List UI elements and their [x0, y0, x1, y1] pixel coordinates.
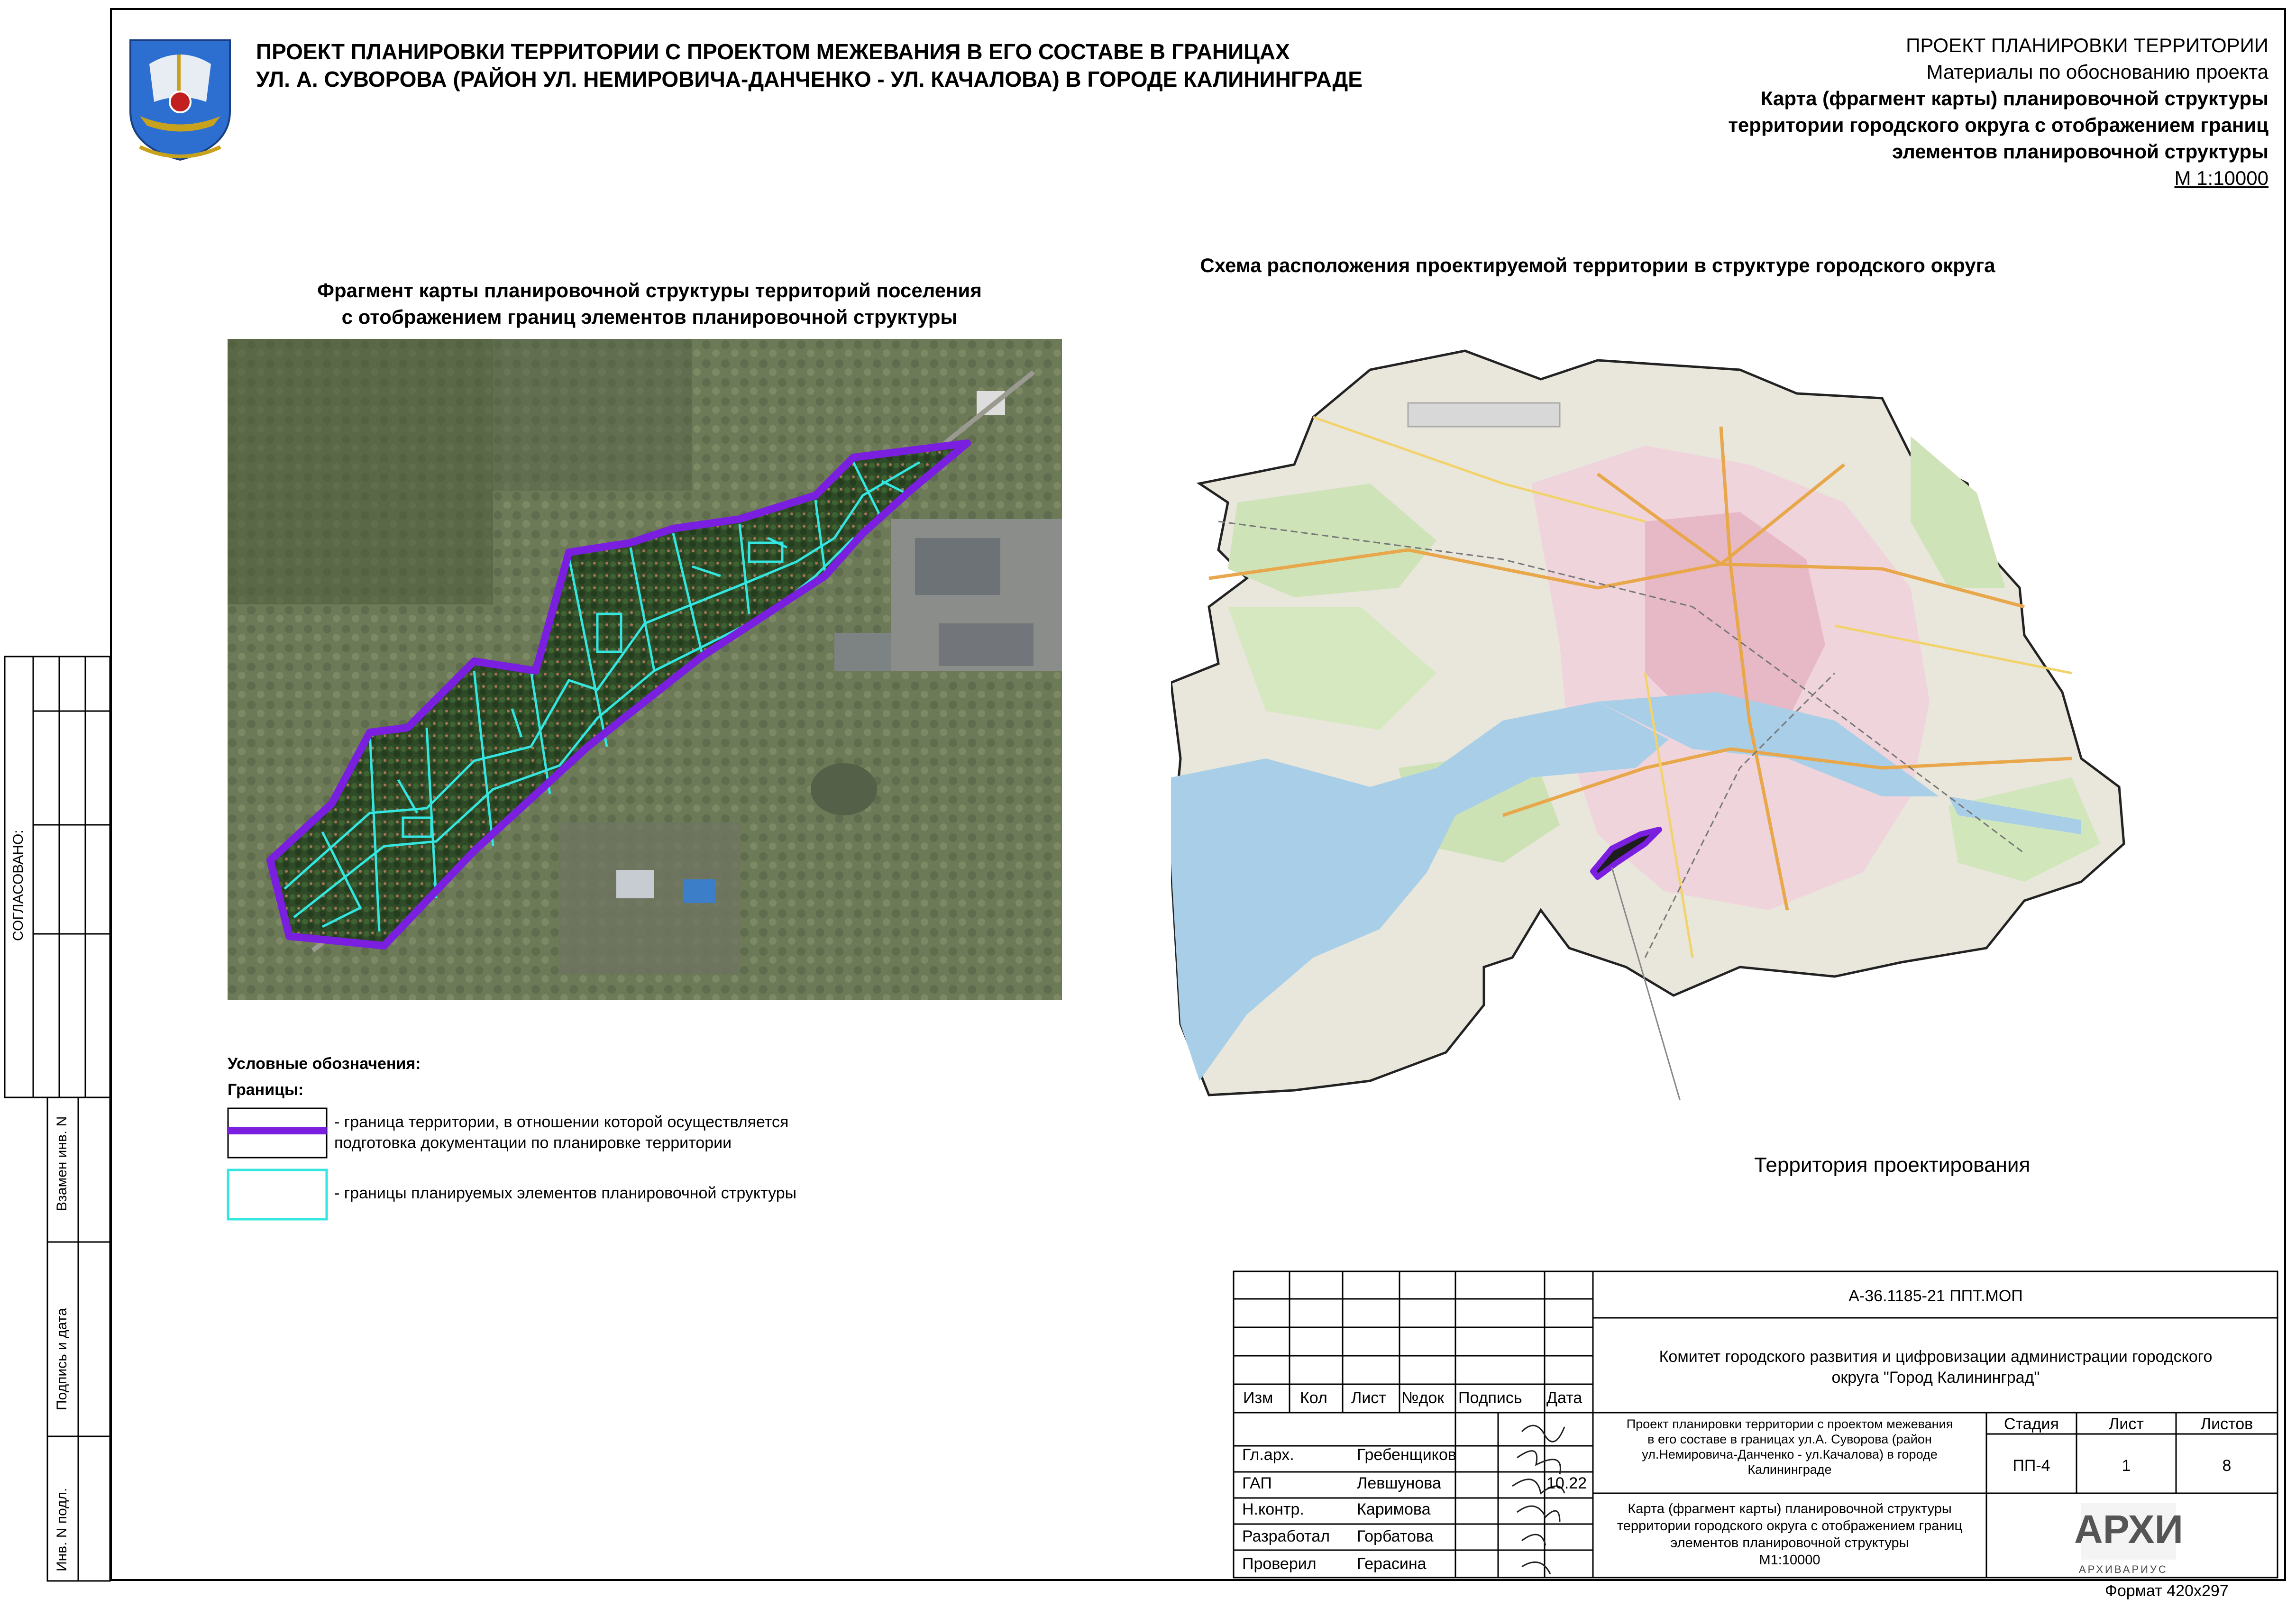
legend-swatch-territory	[227, 1107, 328, 1159]
callout-label: Территория проектирования	[1754, 1153, 2031, 1177]
left-map-caption	[228, 277, 1071, 330]
project-description-line4: Калининграде	[1747, 1462, 1832, 1477]
sheet-label: Лист	[2109, 1415, 2144, 1433]
sheets-label: Листов	[2200, 1415, 2253, 1433]
legend-subtitle: Границы:	[228, 1081, 304, 1099]
satellite-map-fragment	[228, 339, 1062, 1000]
col-podpis: Подпись	[1458, 1389, 1522, 1407]
replace-inv-label: Взамен инв. N	[54, 1116, 70, 1211]
name-2: Левшунова	[1357, 1474, 1441, 1492]
project-description-line1: Проект планировки территории с проектом межевания	[1626, 1417, 1953, 1431]
inv-orig-label: Инв. N подл.	[54, 1488, 70, 1571]
col-ndok: №док	[1401, 1389, 1445, 1407]
name-5: Герасина	[1357, 1555, 1427, 1573]
city-district-map	[1171, 341, 2129, 1100]
signatures	[1512, 1425, 1564, 1574]
left-map-caption-line2: с отображением границ элементов планировочной структуры	[341, 306, 958, 328]
project-description	[1593, 1416, 1986, 1477]
sheet-value: 1	[2122, 1457, 2131, 1475]
legend-item-territory-line2: подготовка документации по планировке территории	[334, 1134, 732, 1152]
svg-text:АРХИ: АРХИ	[2074, 1507, 2183, 1552]
sheet-header-line1: ПРОЕКТ ПЛАНИРОВКИ ТЕРРИТОРИИ	[1906, 34, 2269, 56]
company-name: АРХИВАРИУС	[2079, 1563, 2168, 1575]
project-description-line3: ул.Немировича-Данченко - ул.Качалова) в городе	[1642, 1447, 1938, 1461]
sheet-title-line3: элементов планировочной структуры	[1670, 1535, 1909, 1551]
right-map-caption: Схема расположения проектируемой территории в структуре городского округа	[1200, 254, 1995, 276]
paper-format: Формат 420х297	[2105, 1582, 2229, 1600]
role-4: Разработал	[1242, 1527, 1330, 1545]
document-code: А-36.1185-21 ППТ.МОП	[1848, 1287, 2023, 1305]
stage-value: ПП-4	[2012, 1457, 2050, 1475]
legend-item-elements: - границы планируемых элементов планировочной структуры	[334, 1184, 797, 1202]
committee-line2: округа "Город Калининград"	[1831, 1369, 2040, 1387]
committee-name	[1593, 1346, 2278, 1388]
col-izm: Изм	[1243, 1389, 1273, 1407]
legend-item-territory-line1: - граница территории, в отношении которой осуществляется	[334, 1113, 789, 1131]
role-5: Проверил	[1242, 1555, 1317, 1573]
name-4: Горбатова	[1357, 1527, 1434, 1545]
role-3: Н.контр.	[1242, 1500, 1304, 1518]
col-kol: Кол	[1300, 1389, 1327, 1407]
sign-date-label: Подпись и дата	[54, 1308, 70, 1410]
sheets-value: 8	[2222, 1457, 2232, 1475]
sheet-header-line3: Карта (фрагмент карты) планировочной структуры	[1760, 87, 2269, 110]
sign-date: 10.22	[1546, 1474, 1587, 1492]
sheet-title-line4: М1:10000	[1759, 1552, 1820, 1568]
committee-line1: Комитет городского развития и цифровизации администрации городского	[1659, 1348, 2213, 1366]
sheet-title-line2: территории городского округа с отображением границ	[1617, 1518, 1963, 1534]
name-3: Каримова	[1357, 1500, 1431, 1518]
role-1: Гл.арх.	[1242, 1446, 1294, 1464]
name-1: Гребенщиков	[1357, 1446, 1456, 1464]
sheet-title	[1593, 1500, 1986, 1569]
project-description-line2: в его составе в границах ул.А. Суворова (район	[1647, 1432, 1932, 1446]
agreed-label: СОГЛАСОВАНО:	[10, 830, 26, 941]
sheet-header-line5: элементов планировочной структуры	[1892, 140, 2269, 163]
sheet-title-line1: Карта (фрагмент карты) планировочной структуры	[1628, 1501, 1952, 1516]
company-logo-icon	[2074, 1503, 2183, 1560]
sheet-header-line2: Материалы по обоснованию проекта	[1926, 61, 2269, 83]
stage-label: Стадия	[2004, 1415, 2059, 1433]
role-2: ГАП	[1242, 1474, 1272, 1492]
legend-title: Условные обозначения:	[228, 1055, 421, 1073]
project-title-line2: УЛ. А. СУВОРОВА (РАЙОН УЛ. НЕМИРОВИЧА-ДАНЧЕНКО - УЛ. КАЧАЛОВА) В ГОРОДЕ КАЛИНИНГРАДЕ	[256, 67, 1363, 91]
project-title	[256, 38, 1363, 93]
left-map-caption-line1: Фрагмент карты планировочной структуры территорий поселения	[317, 279, 982, 301]
legend-item-territory	[334, 1112, 788, 1153]
sheet-header-line4: территории городского округа с отображением границ	[1728, 114, 2269, 136]
project-title-line1: ПРОЕКТ ПЛАНИРОВКИ ТЕРРИТОРИИ С ПРОЕКТОМ МЕЖЕВАНИЯ В ЕГО СОСТАВЕ В ГРАНИЦАХ	[256, 39, 1290, 64]
sheet-scale: М 1:10000	[2174, 167, 2269, 189]
col-list: Лист	[1351, 1389, 1386, 1407]
col-data: Дата	[1546, 1389, 1583, 1407]
coat-of-arms-icon	[121, 36, 239, 164]
legend-swatch-elements	[227, 1169, 328, 1221]
sheet-header	[1728, 32, 2269, 192]
